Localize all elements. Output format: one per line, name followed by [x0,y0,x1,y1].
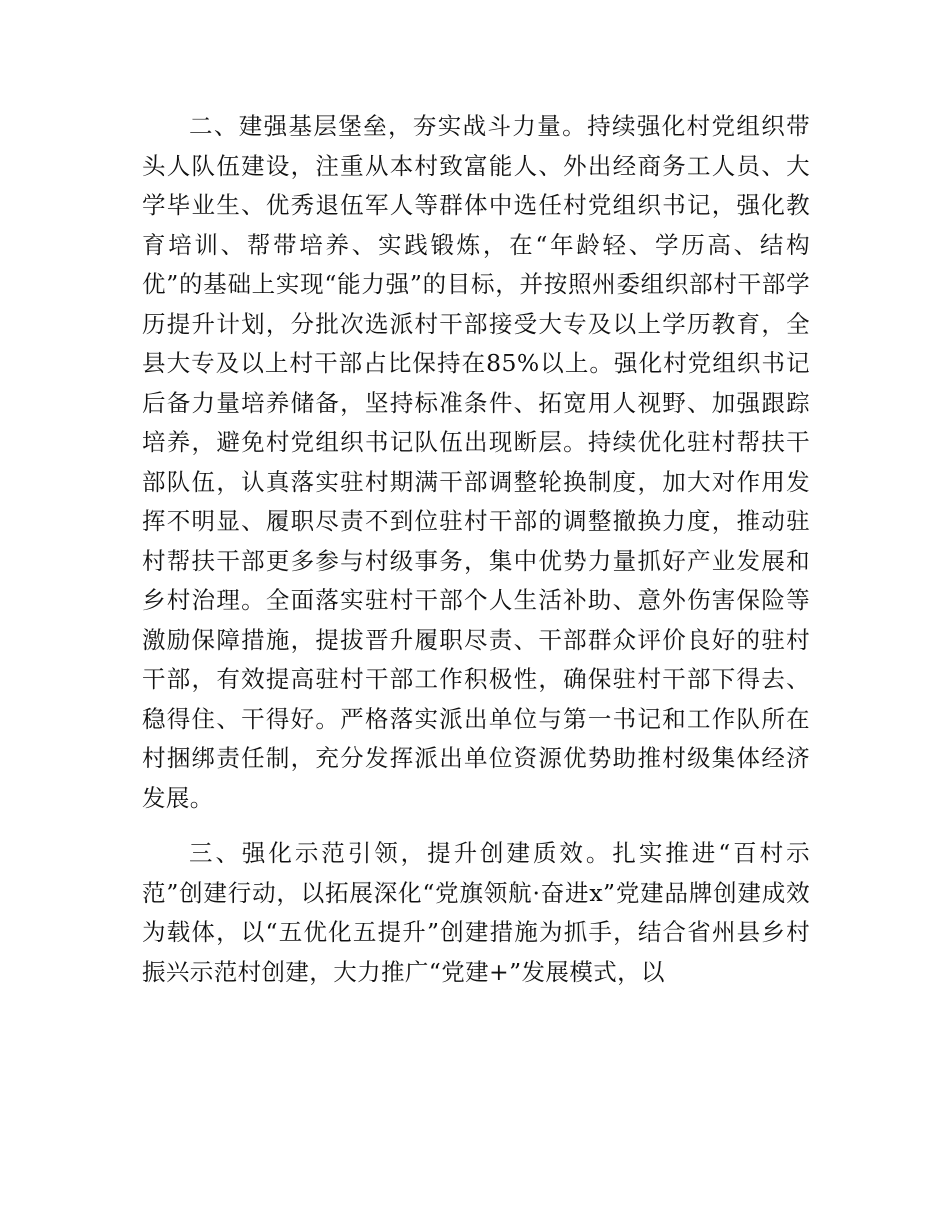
paragraph-strengthen-grassroots: 二、建强基层堡垒，夯实战斗力量。持续强化村党组织带头人队伍建设，注重从本村致富能人、外出经商务工人员、大学毕业生、优秀退伍军人等群体中选任村党组织书记，强化教育培训、帮带培养、实践锻炼，在“年龄轻、学历高、结构优”的基础上实现“能力强”的目标，并按照州委组织部村干部学历提升计划，分批次选派村干部接受大专及以上学历教育，全县大专及以上村干部占比保持在85%以上。强化村党组织书记后备力量培养储备，坚持标准条件、拓宽用人视野、加强跟踪培养，避免村党组织书记队伍出现断层。持续优化驻村帮扶干部队伍，认真落实驻村期满干部调整轮换制度，加大对作用发挥不明显、履职尽责不到位驻村干部的调整撤换力度，推动驻村帮扶干部更多参与村级事务，集中优势力量抓好产业发展和乡村治理。全面落实驻村干部个人生活补助、意外伤害保险等激励保障措施，提拔晋升履职尽责、干部群众评价良好的驻村干部，有效提高驻村干部工作积极性，确保驻村干部下得去、稳得住、干得好。严格落实派出单位与第一书记和工作队所在村捆绑责任制，充分发挥派出单位资源优势助推村级集体经济发展。 [142,112,810,812]
paragraph-demonstration-lead: 三、强化示范引领，提升创建质效。扎实推进“百村示范”创建行动，以拓展深化“党旗领航·奋进x”党建品牌创建成效为载体，以“五优化五提升”创建措施为抓手，结合省州县乡村振兴示范村创建，大力推广“党建+”发展模式，以 [142,839,810,986]
document-body [142,107,810,992]
